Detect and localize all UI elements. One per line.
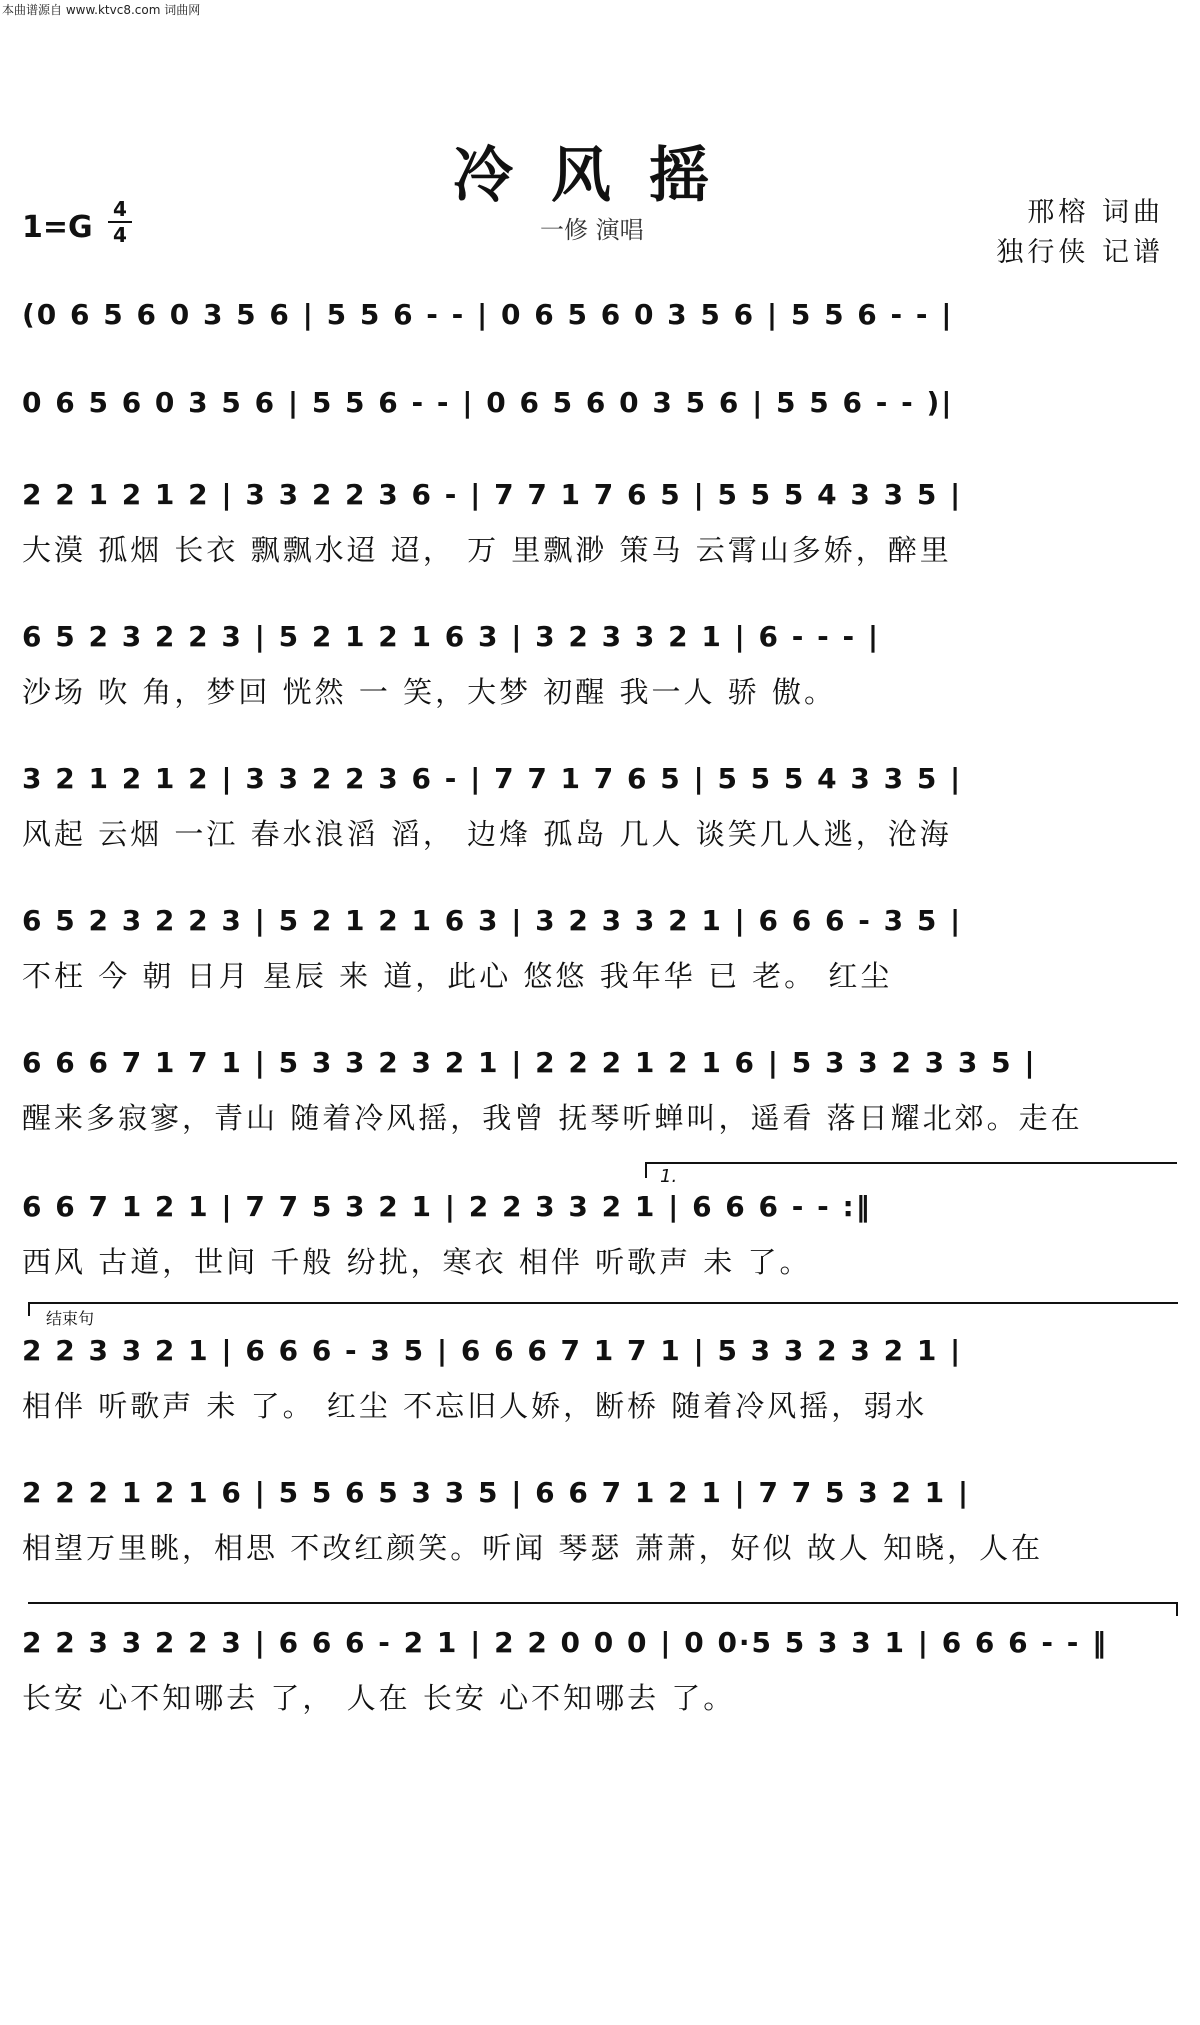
- notation-row: 6 5 2 3 2 2 3 | 5 2 1 2 1 6 3 | 3 2 3 3 2 1 | 6 - - - |: [22, 620, 881, 653]
- volta-bracket: [645, 1162, 1177, 1178]
- volta-label: 1.: [660, 1166, 678, 1187]
- lyric-row: 相伴 听歌声 未 了。 红尘 不忘旧人娇，断桥 随着冷风摇，弱水: [22, 1389, 928, 1423]
- notation-row: 2 2 1 2 1 2 | 3 3 2 2 3 6 - | 7 7 1 7 6 5 | 5 5 5 4 3 3 5 |: [22, 478, 963, 511]
- notation-row: 6 5 2 3 2 2 3 | 5 2 1 2 1 6 3 | 3 2 3 3 2 1 | 6 6 6 - 3 5 |: [22, 904, 963, 937]
- source-note: 本曲谱源自 www.ktvc8.com 词曲网: [2, 3, 201, 17]
- coda-label: 结束句: [46, 1309, 95, 1328]
- lyric-row: 相望万里眺，相思 不改红颜笑。听闻 琴瑟 萧萧，好似 故人 知晓，人在: [22, 1531, 1044, 1565]
- credit-lyricist: 邢榕 词曲: [1027, 197, 1164, 228]
- notation-row: (0 6 5 6 0 3 5 6 | 5 5 6 - - | 0 6 5 6 0 3 5 6 | 5 5 6 - - |: [22, 298, 954, 331]
- lyric-row: 沙场 吹 角，梦回 恍然 一 笑，大梦 初醒 我一人 骄 傲。: [22, 675, 836, 709]
- time-top: 4: [113, 197, 127, 221]
- lyric-row: 风起 云烟 一江 春水浪滔 滔， 边烽 孤岛 几人 谈笑几人逃，沧海: [22, 817, 952, 851]
- notation-row: 0 6 5 6 0 3 5 6 | 5 5 6 - - | 0 6 5 6 0 3 5 6 | 5 5 6 - - )|: [22, 386, 954, 419]
- ending-bracket: [28, 1602, 1178, 1616]
- lyric-row: 醒来多寂寥，青山 随着冷风摇，我曾 抚琴听蝉叫，遥看 落日耀北郊。走在: [22, 1101, 1083, 1135]
- notation-row: 6 6 6 7 1 7 1 | 5 3 3 2 3 2 1 | 2 2 2 1 2 1 6 | 5 3 3 2 3 3 5 |: [22, 1046, 1037, 1079]
- lyric-row: 大漠 孤烟 长衣 飘飘水迢 迢， 万 里飘渺 策马 云霄山多娇，醉里: [22, 533, 952, 567]
- lyric-row: 不枉 今 朝 日月 星辰 来 道，此心 悠悠 我年华 已 老。 红尘: [22, 959, 893, 993]
- key-signature: 1=G: [22, 210, 93, 245]
- coda-bracket: [28, 1302, 1178, 1316]
- notation-row: 2 2 3 3 2 2 3 | 6 6 6 - 2 1 | 2 2 0 0 0 | 0 0·5 5 3 3 1 | 6 6 6 - - ‖: [22, 1626, 1109, 1659]
- notation-row: 2 2 3 3 2 1 | 6 6 6 - 3 5 | 6 6 6 7 1 7 1 | 5 3 3 2 3 2 1 |: [22, 1334, 963, 1367]
- time-bottom: 4: [113, 223, 127, 247]
- credit-transcriber: 独行侠 记谱: [996, 237, 1164, 268]
- notation-row: 2 2 2 1 2 1 6 | 5 5 6 5 3 3 5 | 6 6 7 1 2 1 | 7 7 5 3 2 1 |: [22, 1476, 971, 1509]
- time-signature: [108, 198, 132, 246]
- song-title: 冷风摇: [453, 141, 747, 211]
- singer: 一修 演唱: [540, 216, 644, 244]
- notation-row: 3 2 1 2 1 2 | 3 3 2 2 3 6 - | 7 7 1 7 6 5 | 5 5 5 4 3 3 5 |: [22, 762, 963, 795]
- notation-row: 6 6 7 1 2 1 | 7 7 5 3 2 1 | 2 2 3 3 2 1 | 6 6 6 - - :‖: [22, 1190, 872, 1223]
- lyric-row: 西风 古道，世间 千般 纷扰，寒衣 相伴 听歌声 未 了。: [22, 1245, 812, 1279]
- lyric-row: 长安 心不知哪去 了， 人在 长安 心不知哪去 了。: [22, 1681, 736, 1715]
